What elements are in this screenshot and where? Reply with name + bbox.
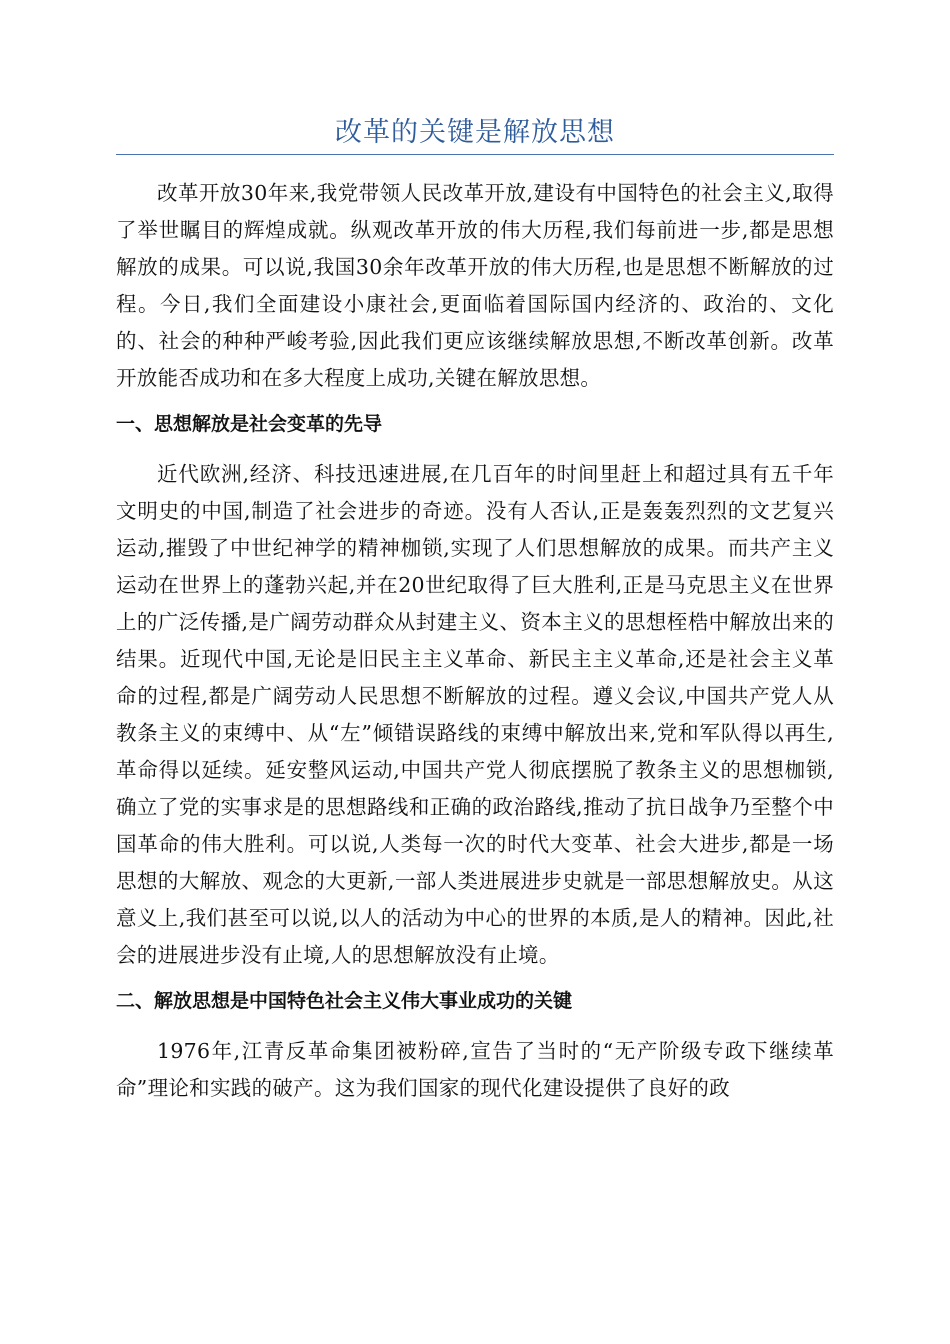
title-underline xyxy=(116,154,834,155)
paragraph-section-2: 1976年,江青反革命集团被粉碎,宣告了当时的“无产阶级专政下继续革命”理论和实践的破产。这为我们国家的现代化建设提供了良好的政 xyxy=(116,1039,834,1100)
paragraph-intro: 改革开放30年来,我党带领人民改革开放,建设有中国特色的社会主义,取得了举世瞩目的辉煌成就。纵观改革开放的伟大历程,我们每前进一步,都是思想解放的成果。可以说,我国30余年改革开放的伟大历程,也是思想不断解放的过程。今日,我们全面建设小康社会,更面临着国际国内经济的、政治的、文化的、社会的种种严峻考验,因此我们更应该继续解放思想,不断改革创新。改革开放能否成功和在多大程度上成功,关键在解放思想。 xyxy=(116,181,834,390)
section-heading-2: 二、解放思想是中国特色社会主义伟大事业成功的关键 xyxy=(116,990,573,1012)
document-title: 改革的关键是解放思想 xyxy=(335,117,615,148)
section-heading-1: 一、思想解放是社会变革的先导 xyxy=(116,413,383,435)
paragraph-section-1: 近代欧洲,经济、科技迅速进展,在几百年的时间里赶上和超过具有五千年文明史的中国,制造了社会进步的奇迹。没有人否认,正是轰轰烈烈的文艺复兴运动,摧毁了中世纪神学的精神枷锁,实现了人们思想解放的成果。而共产主义运动在世界上的蓬勃兴起,并在20世纪取得了巨大胜利,正是马克思主义在世界上的广泛传播,是广阔劳动群众从封建主义、资本主义的思想桎梏中解放出来的结果。近现代中国,无论是旧民主主义革命、新民主主义革命,还是社会主义革命的过程,都是广阔劳动人民思想不断解放的过程。遵义会议,中国共产党人从教条主义的束缚中、从“左”倾错误路线的束缚中解放出来,党和军队得以再生,革命得以延续。延安整风运动,中国共产党人彻底摆脱了教条主义的思想枷锁,确立了党的实事求是的思想路线和正确的政治路线,推动了抗日战争乃至整个中国革命的伟大胜利。可以说,人类每一次的时代大变革、社会大进步,都是一场思想的大解放、观念的大更新,一部人类进展进步史就是一部思想解放史。从这意义上,我们甚至可以说,以人的活动为中心的世界的本质,是人的精神。因此,社会的进展进步没有止境,人的思想解放没有止境。 xyxy=(116,462,834,967)
document-body xyxy=(116,175,834,1107)
